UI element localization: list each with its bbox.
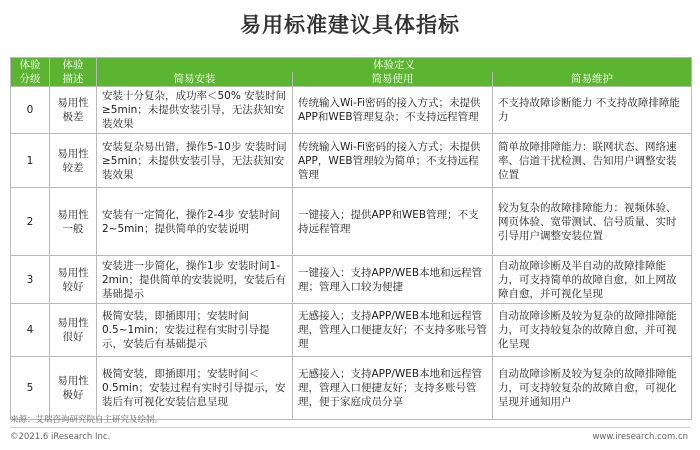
table-row: [11, 357, 692, 420]
table-row: [11, 256, 692, 304]
cell-desc: [50, 357, 97, 420]
table-row: [11, 134, 692, 188]
header-desc-line1: 体验: [62, 59, 84, 71]
cell-desc-line2: 极好: [62, 389, 84, 401]
cell-level: 5: [11, 357, 50, 420]
header-group-definition: 体验定义: [97, 58, 692, 73]
table-row: [11, 87, 692, 134]
cell-desc: [50, 87, 97, 134]
cell-level: 4: [11, 304, 50, 357]
cell-desc: [50, 304, 97, 357]
header-use: 简易使用: [293, 72, 493, 87]
cell-desc-line1: 易用性: [57, 375, 89, 387]
cell-desc-line2: 较差: [62, 161, 84, 174]
cell-use: 无感接入；支持APP/WEB本地和远程管理，管理入口便捷友好；不支持多账号管理: [293, 304, 493, 357]
header-desc-line2: 描述: [62, 73, 84, 85]
cell-desc-line2: 较好: [62, 280, 84, 293]
page-title: 易用标准建议具体指标: [240, 13, 460, 37]
source-note: 来源：艾瑞咨询研究院自主研究及绘制。: [10, 415, 164, 425]
header-desc: [50, 58, 97, 87]
footer-divider: [10, 427, 690, 428]
cell-maintain: 简单故障排障能力：联网状态、网络速率、信道干扰检测、告知用户调整安装位置: [493, 134, 692, 188]
cell-level: 3: [11, 256, 50, 304]
cell-install: 极简安装，即插即用；安装时间0.5~1min；安装过程有实时引导提示，安装后有基础提示: [97, 304, 293, 357]
cell-use: 一键接入；提供APP和WEB管理；不支持远程管理: [293, 188, 493, 256]
cell-desc-line1: 易用性: [57, 266, 89, 279]
cell-maintain: 较为复杂的故障排障能力：视频体验、网页体验、宽带测试、信号质量、实时引导用户调整安装位置: [493, 188, 692, 256]
cell-install: 极简安装，即插即用；安装时间＜0.5min；安装过程有实时引导提示，安装后有可视化安装信息呈现: [97, 357, 293, 420]
cell-desc-line2: 极差: [62, 111, 84, 123]
cell-desc-line2: 一般: [62, 222, 84, 235]
cell-desc-line1: 易用性: [57, 208, 89, 221]
cell-install: 安装十分复杂，成功率＜50% 安装时间≥5min；未提供安装引导，无法获知安装效果: [97, 87, 293, 134]
header-maintain: 简易维护: [493, 72, 692, 87]
cell-level: 2: [11, 188, 50, 256]
table-row: [11, 188, 692, 256]
copyright-text: ©2021.6 iResearch Inc.: [10, 432, 111, 442]
cell-use: 传统输入Wi-Fi密码的接入方式；未提供APP和WEB管理复杂；不支持远程管理: [293, 87, 493, 134]
cell-use: 一键接入：支持APP/WEB本地和远程管理；管理入口较为便捷: [293, 256, 493, 304]
cell-level: 1: [11, 134, 50, 188]
header-level-line1: 体验: [19, 59, 41, 71]
cell-desc-line1: 易用性: [57, 317, 89, 329]
header-level: [11, 58, 50, 87]
cell-maintain: 自动故障诊断及较为复杂的故障排障能力，可支持较复杂的故障自愈，并可视化呈现: [493, 304, 692, 357]
cell-desc-line2: 很好: [62, 331, 84, 343]
cell-install: 安装进一步简化，操作1步 安装时间1-2min；提供简单的安装说明，安装后有基础提示: [97, 256, 293, 304]
cell-maintain: 自动故障诊断及半自动的故障排障能力，可支持简单的故障自愈，如上网故障自愈，并可视化呈现: [493, 256, 692, 304]
cell-install: 安装有一定简化，操作2-4步 安装时间2~5min；提供简单的安装说明: [97, 188, 293, 256]
indicator-table: [10, 57, 692, 420]
cell-desc: [50, 134, 97, 188]
cell-use: 传统输入Wi-Fi密码的接入方式；未提供APP，WEB管理较为简单；不支持远程管理: [293, 134, 493, 188]
cell-install: 安装复杂易出错，操作5-10步 安装时间≥5min；未提供安装引导，无法获知安装效果: [97, 134, 293, 188]
website-text: www.iresearch.com.cn: [592, 432, 688, 442]
cell-desc: [50, 256, 97, 304]
cell-maintain: 自动故障诊断及较为复杂的故障排障能力，可支持较复杂的故障自愈，可视化呈现并通知用户: [493, 357, 692, 420]
cell-desc-line1: 易用性: [57, 97, 89, 109]
header-level-line2: 分级: [19, 73, 41, 85]
table-row: [11, 304, 692, 357]
cell-level: 0: [11, 87, 50, 134]
header-install: 简易安装: [97, 72, 293, 87]
cell-desc-line1: 易用性: [57, 147, 89, 160]
cell-desc: [50, 188, 97, 256]
cell-use: 无感接入；支持APP/WEB本地和远程管理，管理入口便捷友好；支持多账号管理，便于家庭成员分享: [293, 357, 493, 420]
cell-maintain: 不支持故障诊断能力 不支持故障排障能力: [493, 87, 692, 134]
